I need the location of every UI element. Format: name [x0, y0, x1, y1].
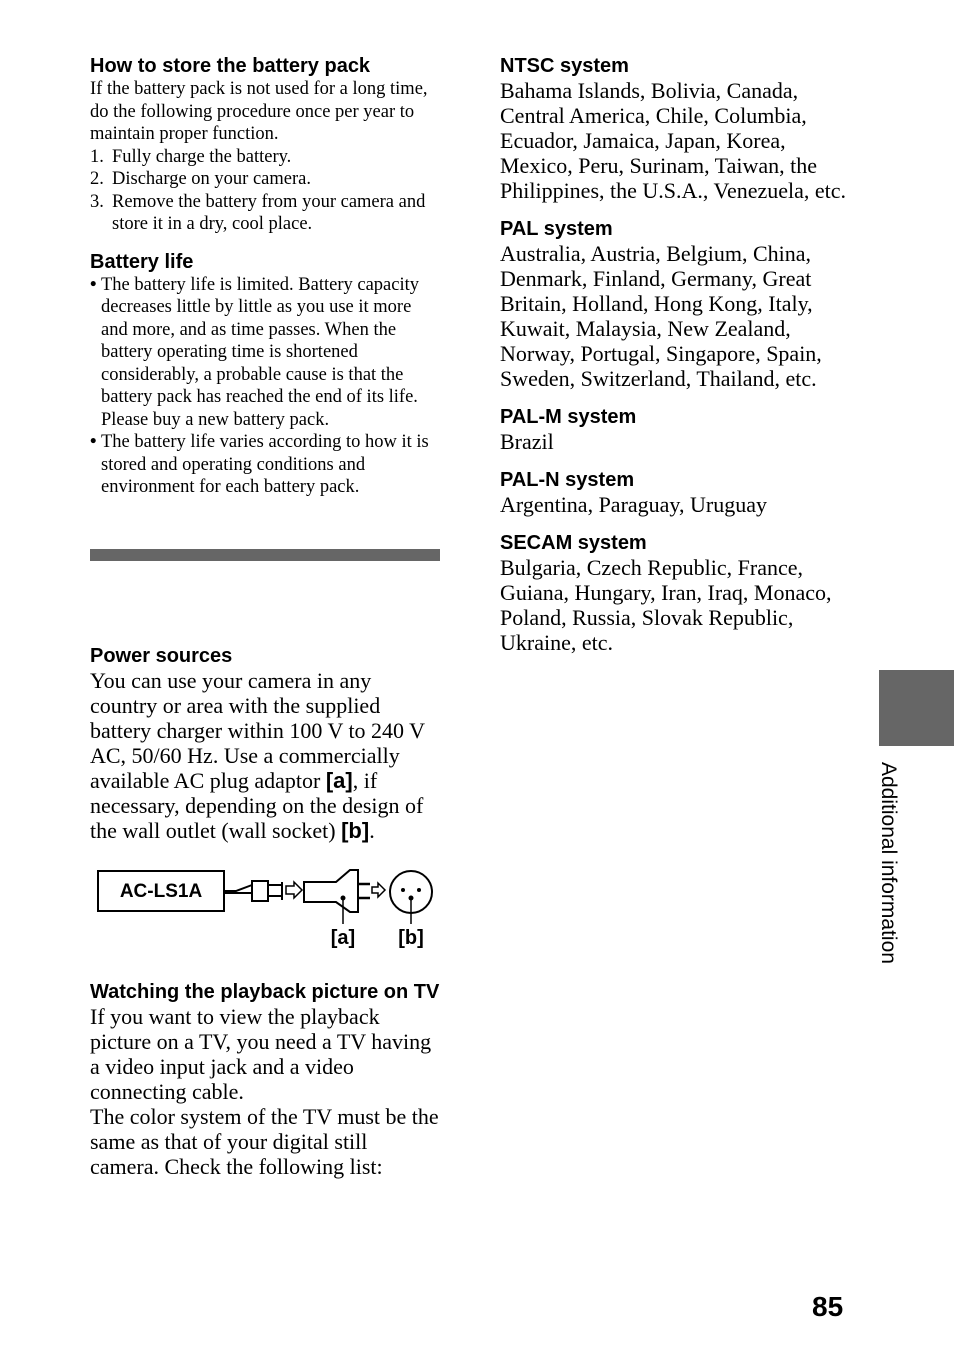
tv-text-2: The color system of the TV must be the same as that of your digital still camera. Check the following list: [90, 1104, 439, 1179]
color-system-ntsc [500, 54, 860, 203]
left-column [90, 54, 440, 499]
chapter-tab [879, 670, 954, 746]
chapter-tab-label: Additional information [877, 762, 900, 964]
charger-label: AC-LS1A [119, 881, 203, 902]
system-countries: Brazil [500, 429, 554, 454]
store-battery-steps [90, 146, 440, 236]
system-countries: Australia, Austria, Belgium, China, Denmark, Finland, Germany, Great Britain, Holland, Hong Kong, Italy, Kuwait, Malaysia, New Zealand, Norway, Portugal, Singapore, Spain, Sweden, Switzerland, Thailand, etc. [500, 241, 822, 391]
cord [224, 885, 252, 891]
battery-life-section [90, 250, 440, 499]
system-heading: SECAM system [500, 532, 647, 554]
system-countries: Bulgaria, Czech Republic, France, Guiana, Hungary, Iran, Iraq, Monaco, Poland, Russia, Slovak Republic, Ukraine, etc. [500, 555, 832, 655]
right-column [500, 54, 860, 655]
battery-life-bullets [90, 274, 440, 499]
system-heading: PAL system [500, 218, 613, 240]
system-heading: PAL-N system [500, 469, 635, 491]
plug-adaptor-diagram [96, 862, 441, 952]
page-number: 85 [812, 1291, 844, 1322]
arrow-right-icon [286, 882, 302, 898]
system-countries: Argentina, Paraguay, Uruguay [500, 492, 767, 517]
step-item: 3. Remove the battery from your camera and store it in a dry, cool place. [90, 191, 426, 234]
battery-life-heading: Battery life [90, 250, 194, 273]
color-system-pal-n [500, 468, 860, 517]
tv-text-1: If you want to view the playback picture on a TV, you need a TV having a video input jack and a video connecting cable. [90, 1004, 432, 1104]
plug-icon [252, 881, 268, 901]
color-system-pal [500, 217, 860, 391]
store-battery-section [90, 54, 440, 236]
label-a: [a] [330, 927, 356, 949]
power-sources-heading: Power sources [90, 645, 233, 667]
power-section [90, 644, 440, 843]
system-countries: Bahama Islands, Bolivia, Canada, Central America, Chile, Columbia, Ecuador, Jamaica, Japan, Korea, Mexico, Peru, Surinam, Taiwan, the Philippines, the U.S.A., Venezuela, etc. [500, 78, 847, 203]
section-divider-bar [90, 549, 440, 561]
tv-heading: Watching the playback picture on TV [90, 981, 440, 1003]
step-item: 2. Discharge on your camera. [90, 169, 311, 189]
store-battery-intro: If the battery pack is not used for a long time, do the following procedure once per year to maintain proper function. [90, 79, 428, 144]
label-b: [b] [398, 927, 424, 949]
bullet-item: • The battery life varies according to how it is stored and operating conditions and environment for each battery pack. [90, 431, 440, 499]
power-sources-text: You can use your camera in any country or area with the supplied battery charger within 100 V to 240 V AC, 50/60 Hz. Use a commercially available AC plug adaptor [a], if necessary, depending on the design of the wall outlet (wall socket) [b]. [90, 668, 425, 843]
system-heading: PAL-M system [500, 406, 637, 428]
system-heading: NTSC system [500, 55, 629, 77]
color-system-pal-m [500, 405, 860, 454]
color-system-secam [500, 531, 860, 655]
bullet-item: • The battery life is limited. Battery capacity decreases little by little as you use it more and more, and as time passes. When the battery operating time is shortened considerably, a probable cause is that the battery pack has reached the end of its life. Please buy a new battery pack. [90, 274, 440, 432]
arrow-right-icon [372, 883, 385, 897]
store-battery-heading: How to store the battery pack [90, 55, 371, 77]
plug-adaptor-icon [304, 870, 358, 912]
step-item: 1. Fully charge the battery. [90, 146, 292, 167]
tv-section [90, 980, 440, 1179]
